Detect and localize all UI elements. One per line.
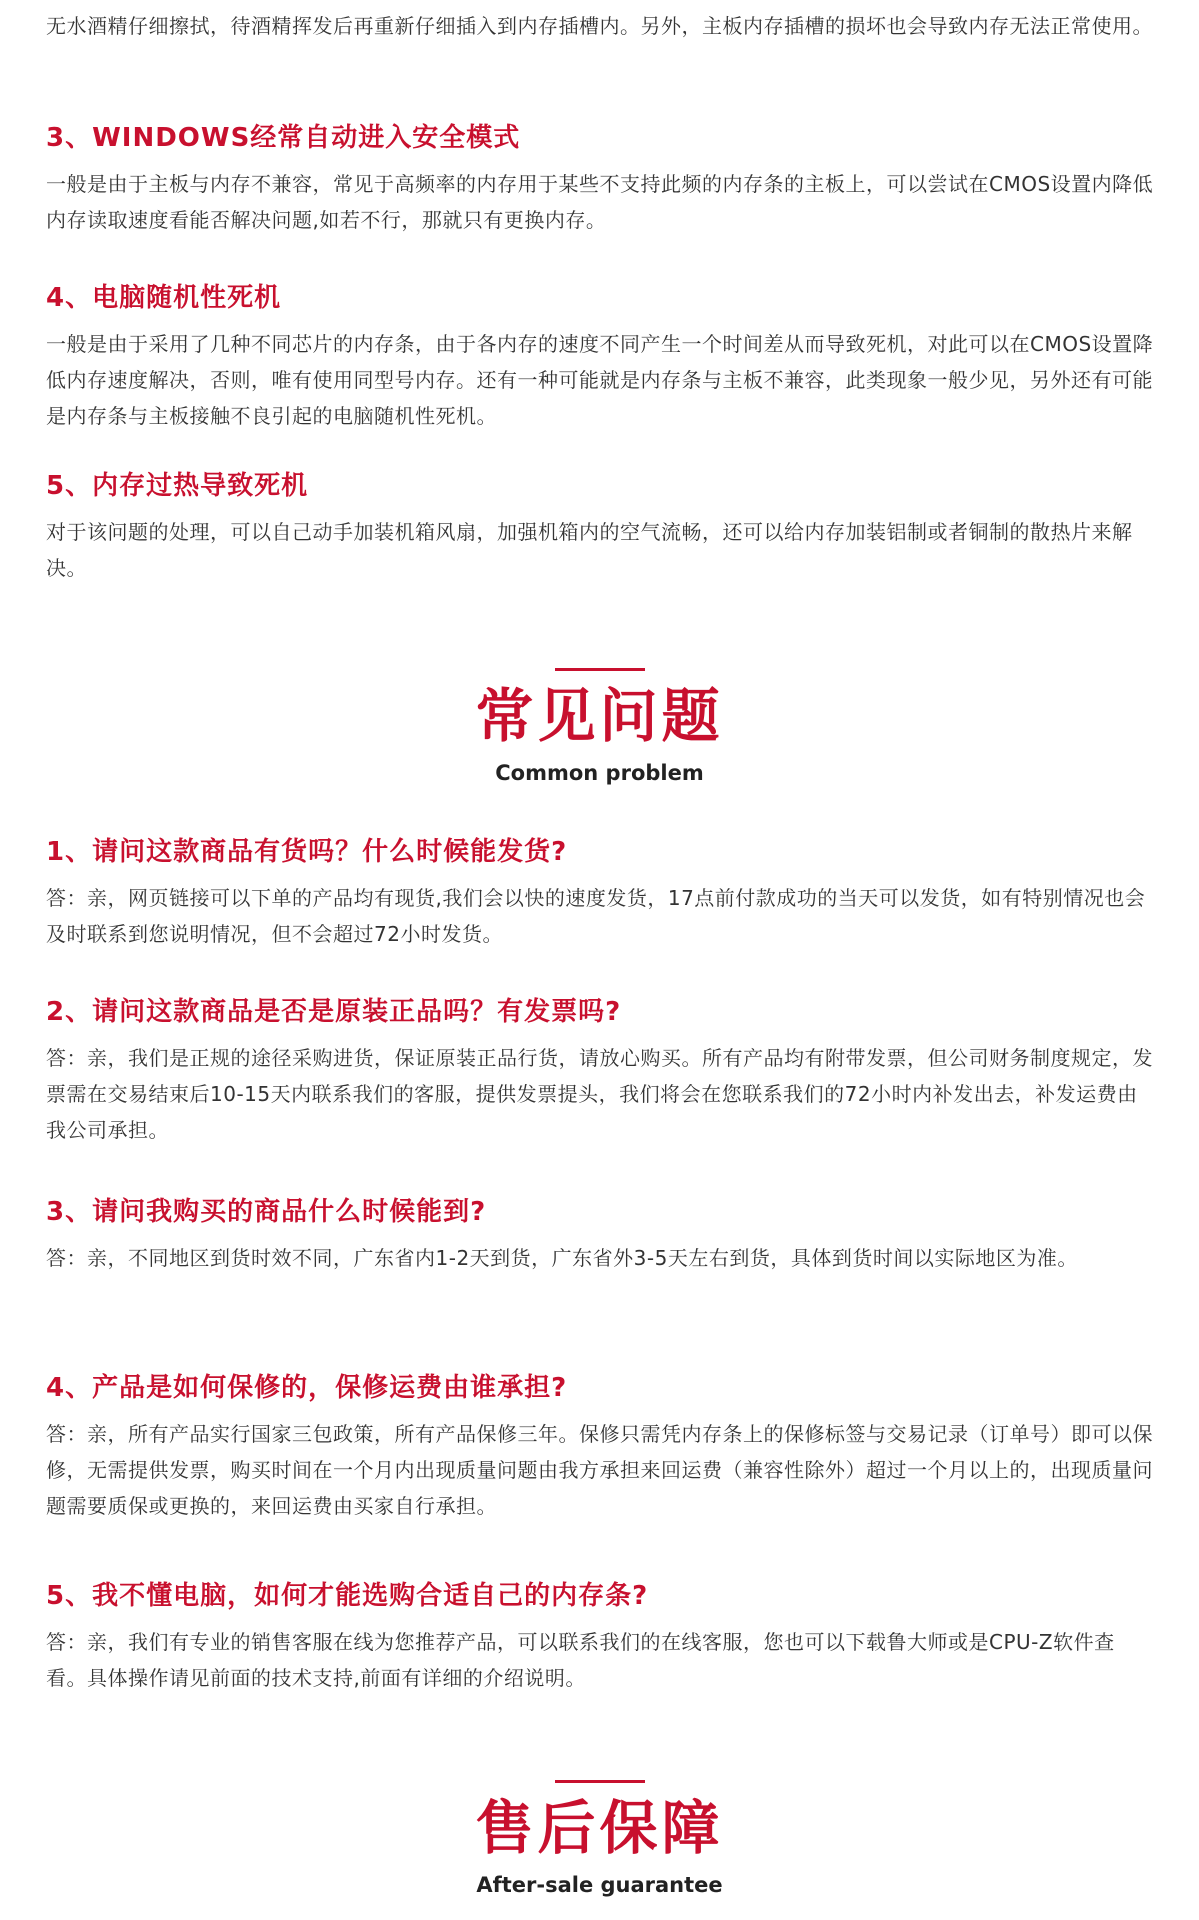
faq-answer: 答：亲，所有产品实行国家三包政策，所有产品保修三年。保修只需凭内存条上的保修标签与交易记录（订单号）即可以保修，无需提供发票，购买时间在一个月内出现质量问题由我方承担来回运费（兼容性除外）超过一个月以上的，出现质量问题需要质保或更换的，来回运费由买家自行承担。: [46, 1422, 1153, 1518]
faq-question: 4、产品是如何保修的，保修运费由谁承担?: [46, 1373, 568, 1403]
tip-block-4: [46, 280, 1154, 434]
faq-answer: 答：亲，我们有专业的销售客服在线为您推荐产品，可以联系我们的在线客服，您也可以下载鲁大师或是CPU-Z软件查看。具体操作请见前面的技术支持,前面有详细的介绍说明。: [46, 1630, 1115, 1690]
heading-accent-bar: [555, 668, 645, 671]
intro-block: [46, 8, 1154, 44]
faq-question: 2、请问这款商品是否是原装正品吗？有发票吗?: [46, 997, 622, 1027]
tip-title: 3、WINDOWS经常自动进入安全模式: [46, 123, 521, 153]
faq-item-5: [46, 1578, 1154, 1696]
faq-section-heading: [0, 668, 1199, 787]
tip-block-3: [46, 120, 1154, 238]
faq-item-2: [46, 994, 1154, 1148]
faq-heading-cn: 常见问题: [475, 682, 724, 750]
tip-block-5: [46, 468, 1154, 586]
faq-item-3: [46, 1194, 1154, 1276]
aftersale-heading-cn: 售后保障: [475, 1794, 724, 1862]
faq-question: 1、请问这款商品有货吗？什么时候能发货?: [46, 837, 568, 867]
faq-question: 5、我不懂电脑，如何才能选购合适自己的内存条?: [46, 1581, 649, 1611]
faq-item-1: [46, 834, 1154, 952]
faq-answer: 答：亲，网页链接可以下单的产品均有现货,我们会以快的速度发货，17点前付款成功的当天可以发货，如有特别情况也会及时联系到您说明情况，但不会超过72小时发货。: [46, 886, 1146, 946]
tip-body: 一般是由于采用了几种不同芯片的内存条，由于各内存的速度不同产生一个时间差从而导致死机，对此可以在CMOS设置降低内存速度解决，否则，唯有使用同型号内存。还有一种可能就是内存条与主板不兼容，此类现象一般少见，另外还有可能是内存条与主板接触不良引起的电脑随机性死机。: [46, 332, 1154, 428]
aftersale-section-heading: [0, 1780, 1199, 1899]
intro-paragraph: 无水酒精仔细擦拭，待酒精挥发后再重新仔细插入到内存插槽内。另外，主板内存插槽的损坏也会导致内存无法正常使用。: [46, 14, 1153, 38]
tip-title: 5、内存过热导致死机: [46, 471, 309, 501]
faq-item-4: [46, 1370, 1154, 1524]
faq-answer: 答：亲，不同地区到货时效不同，广东省内1-2天到货，广东省外3-5天左右到货，具体到货时间以实际地区为准。: [46, 1246, 1078, 1270]
aftersale-heading-en: After-sale guarantee: [476, 1873, 723, 1897]
faq-heading-en: Common problem: [495, 761, 704, 785]
tip-body: 一般是由于主板与内存不兼容，常见于高频率的内存用于某些不支持此频的内存条的主板上，可以尝试在CMOS设置内降低内存读取速度看能否解决问题,如若不行，那就只有更换内存。: [46, 172, 1154, 232]
faq-question: 3、请问我购买的商品什么时候能到?: [46, 1197, 487, 1227]
tip-title: 4、电脑随机性死机: [46, 283, 282, 313]
heading-accent-bar: [555, 1780, 645, 1783]
tip-body: 对于该问题的处理，可以自己动手加装机箱风扇，加强机箱内的空气流畅，还可以给内存加装铝制或者铜制的散热片来解决。: [46, 520, 1133, 580]
faq-answer: 答：亲，我们是正规的途径采购进货，保证原装正品行货，请放心购买。所有产品均有附带发票，但公司财务制度规定，发票需在交易结束后10-15天内联系我们的客服，提供发票提头，我们将会在您联系我们的72小时内补发出去，补发运费由我公司承担。: [46, 1046, 1153, 1142]
